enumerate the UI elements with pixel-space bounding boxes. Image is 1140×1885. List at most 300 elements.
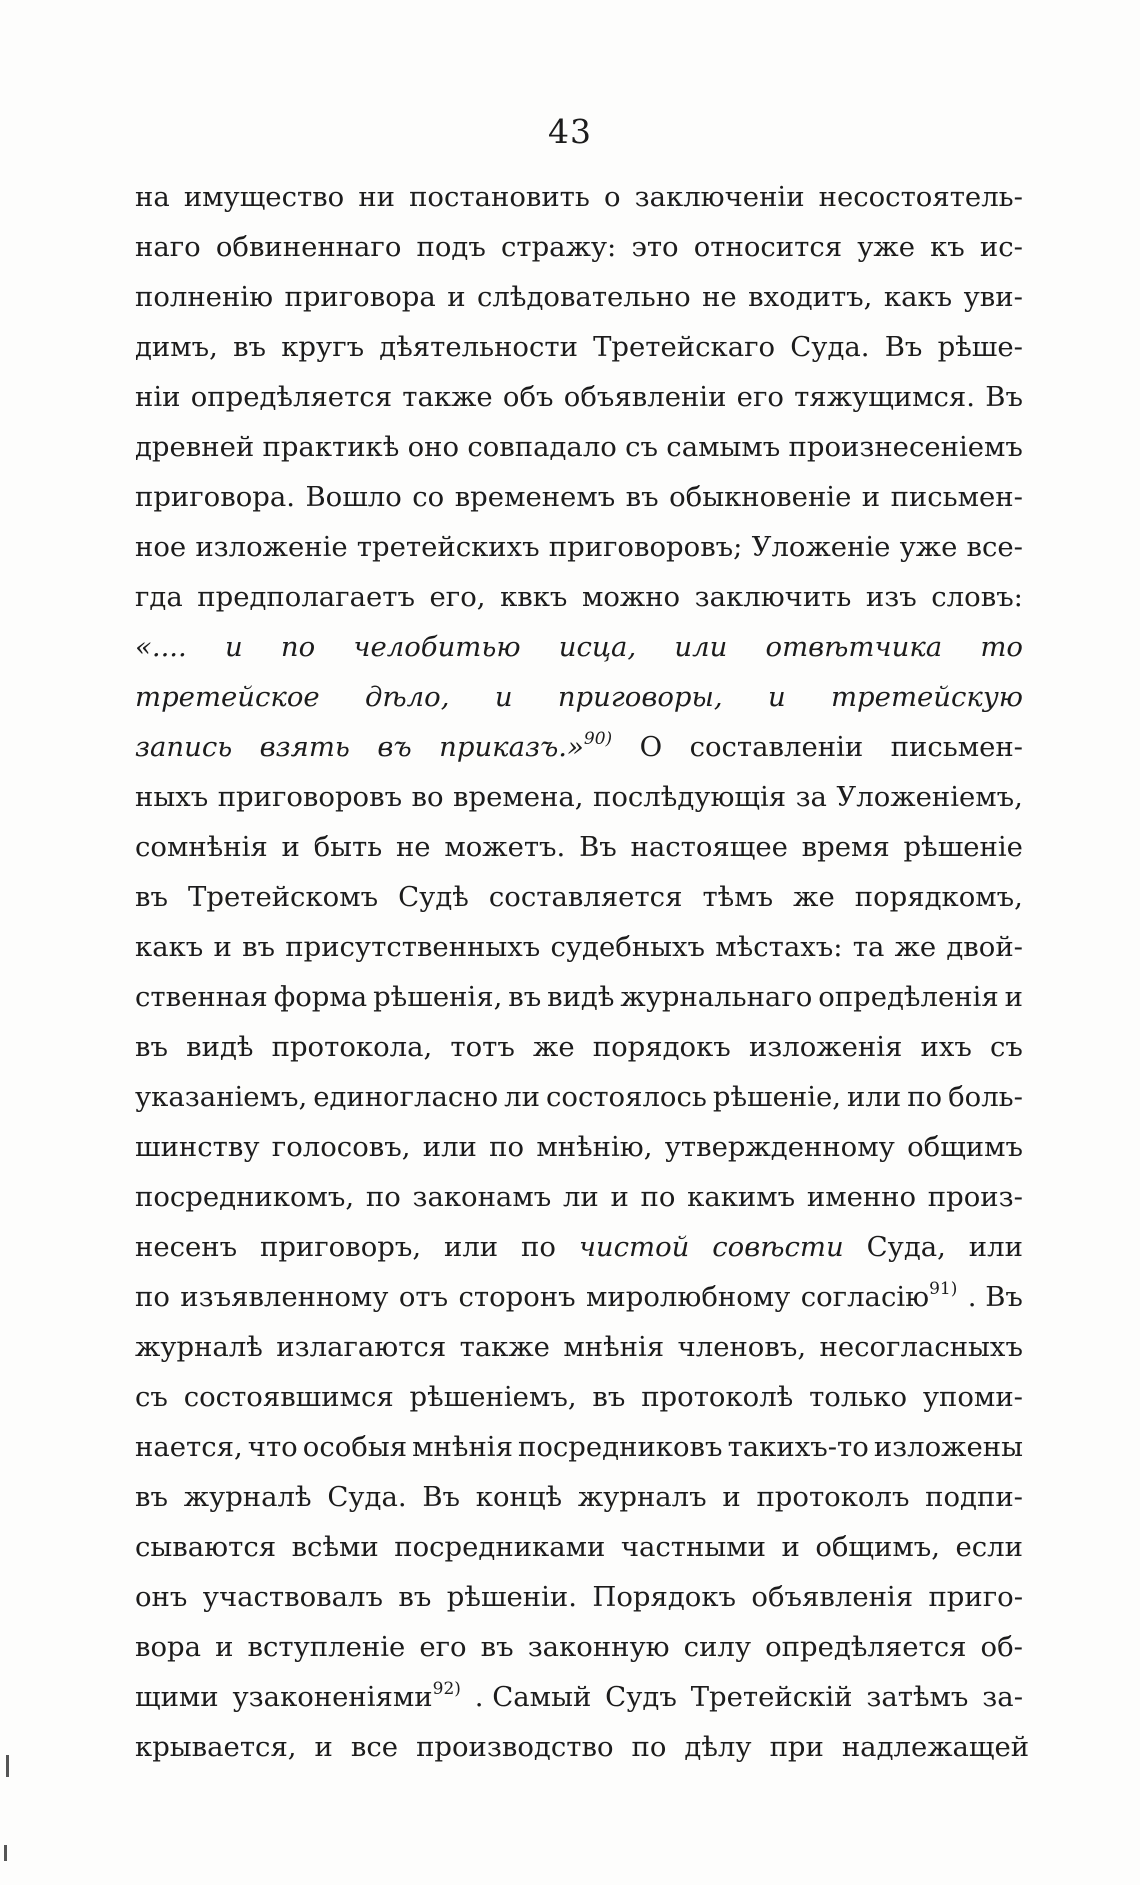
word-text: ніи bbox=[135, 381, 181, 413]
word-text: мнѣнія bbox=[563, 1331, 665, 1363]
word bbox=[802, 822, 890, 872]
word-text: въ bbox=[233, 331, 267, 363]
word-text: и bbox=[861, 481, 881, 513]
word-text: третейскую bbox=[830, 681, 1023, 713]
word bbox=[550, 922, 705, 972]
word-text: присутственныхъ bbox=[285, 931, 541, 963]
word-text: опредѣляется bbox=[765, 1631, 967, 1663]
body-text bbox=[135, 172, 1030, 1772]
word bbox=[907, 1122, 1023, 1172]
word-text: въ bbox=[135, 1481, 168, 1513]
word-text: же bbox=[894, 931, 937, 963]
word-text: составляется bbox=[488, 881, 683, 913]
word bbox=[225, 622, 243, 672]
word bbox=[439, 722, 612, 772]
word-text: произ- bbox=[927, 1181, 1023, 1213]
word bbox=[455, 472, 616, 522]
word-text: онъ bbox=[135, 1581, 188, 1613]
word bbox=[180, 1272, 388, 1322]
text-line bbox=[135, 522, 1023, 572]
word-text: сываются bbox=[135, 1531, 277, 1563]
word bbox=[186, 1022, 253, 1072]
word bbox=[980, 222, 1023, 272]
word bbox=[281, 322, 364, 372]
word-text: подпи- bbox=[925, 1481, 1023, 1513]
text-line bbox=[135, 872, 1023, 922]
margin-speck bbox=[6, 1755, 9, 1777]
word bbox=[135, 522, 186, 572]
word bbox=[233, 1672, 461, 1722]
word-text: о bbox=[603, 181, 621, 213]
word-text: и bbox=[610, 1181, 629, 1213]
word bbox=[990, 1022, 1023, 1072]
word bbox=[292, 1522, 379, 1572]
text-line bbox=[135, 1372, 1023, 1422]
word-text: за- bbox=[982, 1681, 1023, 1713]
word-text: та bbox=[852, 931, 885, 963]
word-text: рѣшеніи. bbox=[446, 1581, 577, 1613]
word bbox=[377, 722, 411, 772]
word-text: судебныхъ bbox=[550, 931, 706, 963]
word-text: въ bbox=[135, 881, 168, 913]
word bbox=[690, 722, 864, 772]
text-line bbox=[135, 622, 1023, 672]
word bbox=[398, 1572, 431, 1622]
text-line bbox=[135, 672, 1023, 722]
word bbox=[263, 422, 400, 472]
word-text: приговора. bbox=[135, 481, 296, 513]
word-text: Судѣ bbox=[398, 881, 469, 913]
word bbox=[907, 1072, 942, 1122]
word-text: частными bbox=[620, 1531, 766, 1563]
text-line bbox=[135, 1222, 1023, 1272]
word bbox=[855, 872, 1023, 922]
word bbox=[373, 972, 502, 1022]
word-text: рѣшеніе bbox=[903, 831, 1023, 863]
word bbox=[135, 1672, 219, 1722]
word bbox=[666, 422, 780, 472]
word-text: и bbox=[781, 1531, 800, 1563]
word bbox=[135, 1222, 237, 1272]
word bbox=[536, 1122, 652, 1172]
word-text: со bbox=[412, 481, 445, 513]
word bbox=[691, 1672, 853, 1722]
word bbox=[885, 322, 923, 372]
word-text: уже bbox=[857, 231, 915, 263]
word bbox=[751, 1572, 913, 1622]
word-text: подъ bbox=[416, 231, 486, 263]
word bbox=[218, 772, 402, 822]
word bbox=[702, 272, 737, 322]
word bbox=[694, 222, 842, 272]
word-text: . Самый bbox=[474, 1681, 592, 1713]
word bbox=[184, 1472, 312, 1522]
word bbox=[184, 172, 344, 222]
word bbox=[640, 722, 663, 772]
word-text: «.... bbox=[135, 631, 187, 663]
word bbox=[399, 1272, 448, 1322]
word bbox=[713, 1072, 841, 1122]
text-line bbox=[135, 1422, 1023, 1472]
word bbox=[272, 1122, 411, 1172]
word-text: запись bbox=[135, 731, 233, 763]
word-text: вора bbox=[135, 1631, 202, 1663]
word bbox=[985, 372, 1023, 422]
word-text: видѣ bbox=[547, 981, 615, 1013]
word bbox=[284, 272, 435, 322]
word-text: слѣдовательно bbox=[477, 281, 691, 313]
word-text: за bbox=[795, 781, 827, 813]
word bbox=[847, 1072, 901, 1122]
footnote-ref: 92) bbox=[432, 1679, 461, 1699]
word bbox=[669, 472, 851, 522]
word bbox=[586, 1272, 790, 1322]
word bbox=[641, 1372, 793, 1422]
word-text: щими bbox=[135, 1681, 219, 1713]
word-text: какъ bbox=[883, 281, 953, 313]
word bbox=[135, 1472, 168, 1522]
word bbox=[819, 1322, 1022, 1372]
word-text: порядкомъ, bbox=[854, 881, 1023, 913]
word bbox=[549, 522, 743, 572]
word bbox=[314, 822, 383, 872]
word bbox=[351, 1722, 398, 1772]
word-text: дѣло, bbox=[364, 681, 450, 713]
word-text: Третейскій bbox=[690, 1681, 853, 1713]
word-text: древней bbox=[135, 431, 255, 463]
word-text: уви- bbox=[963, 281, 1023, 313]
word bbox=[809, 1372, 907, 1422]
word bbox=[518, 1422, 722, 1472]
word bbox=[674, 622, 727, 672]
text-line bbox=[135, 1572, 1023, 1622]
word-text: излагаются bbox=[276, 1331, 447, 1363]
word bbox=[621, 1522, 766, 1572]
word-text: полненію bbox=[135, 281, 274, 313]
word bbox=[563, 1172, 599, 1222]
text-line bbox=[135, 1622, 1023, 1672]
word bbox=[695, 572, 852, 622]
word-text: и bbox=[767, 681, 786, 713]
word bbox=[582, 572, 680, 622]
word-text: изъ bbox=[865, 581, 917, 613]
word bbox=[728, 1422, 869, 1472]
word-text: съ bbox=[135, 1381, 168, 1413]
word bbox=[191, 372, 392, 422]
word-text: также bbox=[459, 1331, 550, 1363]
word bbox=[547, 972, 614, 1022]
word bbox=[815, 1522, 940, 1572]
word bbox=[789, 422, 1023, 472]
word bbox=[981, 1622, 1023, 1672]
word-text: опредѣленія bbox=[818, 981, 999, 1013]
word bbox=[684, 1622, 751, 1672]
footnote-ref: 90) bbox=[583, 729, 613, 749]
word bbox=[768, 672, 786, 722]
word bbox=[135, 822, 268, 872]
footnote-ref: 91) bbox=[929, 1279, 958, 1299]
word bbox=[930, 222, 965, 272]
word bbox=[867, 1222, 946, 1272]
word-text: настоящее bbox=[630, 831, 788, 863]
word bbox=[489, 872, 683, 922]
word-text: вступленіе bbox=[247, 1631, 406, 1663]
word bbox=[625, 422, 658, 472]
word bbox=[135, 1572, 187, 1622]
word bbox=[836, 772, 1023, 822]
word-text: Въ bbox=[985, 381, 1023, 413]
word bbox=[796, 772, 827, 822]
word-text: и bbox=[494, 681, 513, 713]
word-text: ное bbox=[135, 531, 187, 563]
word-text: и bbox=[722, 1481, 741, 1513]
word-text: въ bbox=[508, 981, 542, 1013]
word bbox=[135, 1372, 168, 1422]
word bbox=[801, 1272, 958, 1322]
word-text: письмен- bbox=[890, 481, 1023, 513]
word-text: при bbox=[769, 1731, 824, 1763]
word-text: участвовалъ bbox=[202, 1581, 384, 1613]
word-text: по bbox=[489, 1131, 525, 1163]
word-text: Вошло bbox=[305, 481, 402, 513]
word-text: по bbox=[521, 1231, 556, 1263]
word bbox=[964, 272, 1023, 322]
word-text: изложены bbox=[873, 1431, 1023, 1463]
word-text: общимъ bbox=[907, 1131, 1023, 1163]
word-text: или bbox=[422, 1131, 477, 1163]
word-text: какъ bbox=[135, 931, 204, 963]
word-text: челобитью bbox=[353, 631, 521, 663]
word bbox=[248, 1422, 298, 1472]
word-text: посредникомъ, bbox=[135, 1181, 355, 1213]
word bbox=[396, 822, 431, 872]
word-text: объявленія bbox=[751, 1581, 914, 1613]
word-text: совпадало bbox=[467, 431, 617, 463]
word-text: самымъ bbox=[666, 431, 781, 463]
word bbox=[135, 1022, 168, 1072]
word bbox=[508, 972, 541, 1022]
word-text: временемъ bbox=[454, 481, 616, 513]
word bbox=[444, 1222, 498, 1272]
word-text: по bbox=[640, 1181, 676, 1213]
word bbox=[819, 172, 1023, 222]
word bbox=[752, 522, 891, 572]
word-text: состоявшимся bbox=[183, 1381, 394, 1413]
word-text: его, bbox=[429, 581, 486, 613]
word bbox=[895, 922, 937, 972]
word-text: ихъ bbox=[920, 1031, 972, 1063]
word bbox=[477, 272, 691, 322]
word bbox=[135, 622, 187, 672]
word bbox=[593, 322, 775, 372]
word bbox=[260, 722, 350, 772]
word-text: приговоры, bbox=[557, 681, 723, 713]
word bbox=[135, 872, 168, 922]
word-text: несостоятель- bbox=[818, 181, 1023, 213]
word bbox=[862, 472, 880, 522]
word-text: журналѣ bbox=[183, 1481, 312, 1513]
word bbox=[135, 1272, 170, 1322]
word-text: все- bbox=[966, 531, 1023, 563]
word-text: законамъ bbox=[412, 1181, 552, 1213]
word-text: относится bbox=[693, 231, 843, 263]
word-text: Уложеніемъ, bbox=[836, 781, 1023, 813]
word-text: тѣмъ bbox=[702, 881, 774, 913]
word bbox=[197, 572, 415, 622]
word bbox=[412, 772, 444, 822]
word bbox=[620, 972, 812, 1022]
word bbox=[216, 222, 402, 272]
word bbox=[1005, 972, 1023, 1022]
word bbox=[281, 622, 315, 672]
word bbox=[866, 1672, 968, 1722]
word-text: протоколъ bbox=[756, 1481, 910, 1513]
word-text: и bbox=[224, 631, 243, 663]
word-text: протоколѣ bbox=[641, 1381, 794, 1413]
word bbox=[412, 472, 444, 522]
word-text: это bbox=[631, 231, 679, 263]
word-text: форма bbox=[273, 981, 368, 1013]
word-text: Въ bbox=[422, 1481, 461, 1513]
margin-speck bbox=[4, 1845, 7, 1861]
word bbox=[203, 1572, 383, 1622]
word-text: рѣшенія, bbox=[373, 981, 503, 1013]
word-text: можно bbox=[581, 581, 681, 613]
word-text: объявленіи bbox=[563, 381, 727, 413]
word bbox=[135, 172, 170, 222]
word-text: третейскихъ bbox=[356, 531, 540, 563]
word-text: нается, bbox=[135, 1431, 243, 1463]
word-text: наго bbox=[135, 231, 201, 263]
word bbox=[521, 1222, 556, 1272]
word-text: и bbox=[215, 1631, 234, 1663]
word-text: изъявленному bbox=[180, 1281, 389, 1313]
word-text: составленіи bbox=[689, 731, 864, 763]
word bbox=[135, 1122, 260, 1172]
word bbox=[631, 222, 678, 272]
word bbox=[135, 1072, 307, 1122]
word bbox=[135, 572, 183, 622]
text-line bbox=[135, 1122, 1023, 1172]
word bbox=[900, 522, 958, 572]
word bbox=[807, 1172, 916, 1222]
word-text: оно bbox=[407, 431, 460, 463]
word-text: . Въ bbox=[967, 1281, 1023, 1313]
word bbox=[274, 972, 367, 1022]
word bbox=[558, 672, 723, 722]
word-text: третейское bbox=[135, 681, 320, 713]
word bbox=[285, 922, 540, 972]
text-line bbox=[135, 722, 1023, 772]
word-text: то bbox=[980, 631, 1023, 663]
word bbox=[408, 422, 459, 472]
word-text: обыкновеніе bbox=[669, 481, 852, 513]
word-text: рѣшеніемъ, bbox=[409, 1381, 577, 1413]
word-text: время bbox=[801, 831, 890, 863]
word-text: гда bbox=[135, 581, 183, 613]
word-text: посредниковъ bbox=[518, 1431, 723, 1463]
word-text: об- bbox=[980, 1631, 1023, 1663]
word bbox=[793, 872, 835, 922]
word bbox=[135, 922, 203, 972]
word-text: тотъ bbox=[450, 1031, 515, 1063]
word bbox=[632, 1722, 667, 1772]
word bbox=[195, 522, 347, 572]
word-text: къ bbox=[930, 231, 965, 263]
word-text: согласію bbox=[800, 1281, 930, 1313]
word-text: Въ bbox=[884, 331, 923, 363]
word bbox=[955, 1522, 1022, 1572]
word bbox=[884, 272, 952, 322]
word-text: общимъ, bbox=[815, 1531, 940, 1563]
word-text: его bbox=[736, 381, 784, 413]
word-text: приговора bbox=[284, 281, 436, 313]
word-text: дѣлу bbox=[684, 1731, 752, 1763]
word bbox=[447, 272, 465, 322]
word bbox=[931, 572, 1023, 622]
word bbox=[748, 272, 872, 322]
word bbox=[135, 1172, 354, 1222]
text-line bbox=[135, 1722, 1030, 1772]
word-text: сторонъ bbox=[458, 1281, 576, 1313]
word-text: утвержденному bbox=[664, 1131, 895, 1163]
word bbox=[353, 622, 520, 672]
word-text: именно bbox=[806, 1181, 917, 1213]
word bbox=[925, 1472, 1023, 1522]
word bbox=[276, 1322, 446, 1372]
word-text: протокола, bbox=[271, 1031, 433, 1063]
word bbox=[891, 722, 1023, 772]
word bbox=[794, 372, 975, 422]
word bbox=[921, 1022, 972, 1072]
word-text: Въ bbox=[579, 831, 617, 863]
word bbox=[409, 172, 590, 222]
text-line bbox=[135, 272, 1023, 322]
word-text: квкъ bbox=[500, 581, 568, 613]
word bbox=[489, 1122, 524, 1172]
word-text: въ bbox=[242, 931, 276, 963]
word-text: голосовъ, bbox=[271, 1131, 411, 1163]
word bbox=[765, 1622, 966, 1672]
word bbox=[422, 1472, 460, 1522]
text-line bbox=[135, 322, 1023, 372]
word-text: журнальнаго bbox=[620, 981, 813, 1013]
word-text: Суда. bbox=[790, 331, 870, 363]
word-text: указаніемъ, bbox=[135, 1081, 308, 1113]
word bbox=[365, 672, 450, 722]
word-text: можетъ. bbox=[444, 831, 566, 863]
word bbox=[528, 1622, 670, 1672]
word-text: Порядокъ bbox=[592, 1581, 737, 1613]
word bbox=[968, 1272, 1023, 1322]
word bbox=[419, 1622, 466, 1672]
word bbox=[444, 822, 565, 872]
text-line bbox=[135, 422, 1023, 472]
word bbox=[447, 1572, 577, 1622]
word-text: съ bbox=[990, 1031, 1023, 1063]
word-text: производство bbox=[416, 1731, 614, 1763]
word-text: концѣ bbox=[475, 1481, 563, 1513]
word bbox=[233, 322, 266, 372]
word bbox=[756, 1472, 909, 1522]
word-text: въ bbox=[377, 731, 412, 763]
word bbox=[967, 522, 1023, 572]
word bbox=[135, 672, 320, 722]
word-text: тяжущимся. bbox=[794, 381, 975, 413]
word-text: и bbox=[447, 281, 466, 313]
word-text: кругъ bbox=[281, 331, 365, 363]
text-line bbox=[135, 1322, 1023, 1372]
